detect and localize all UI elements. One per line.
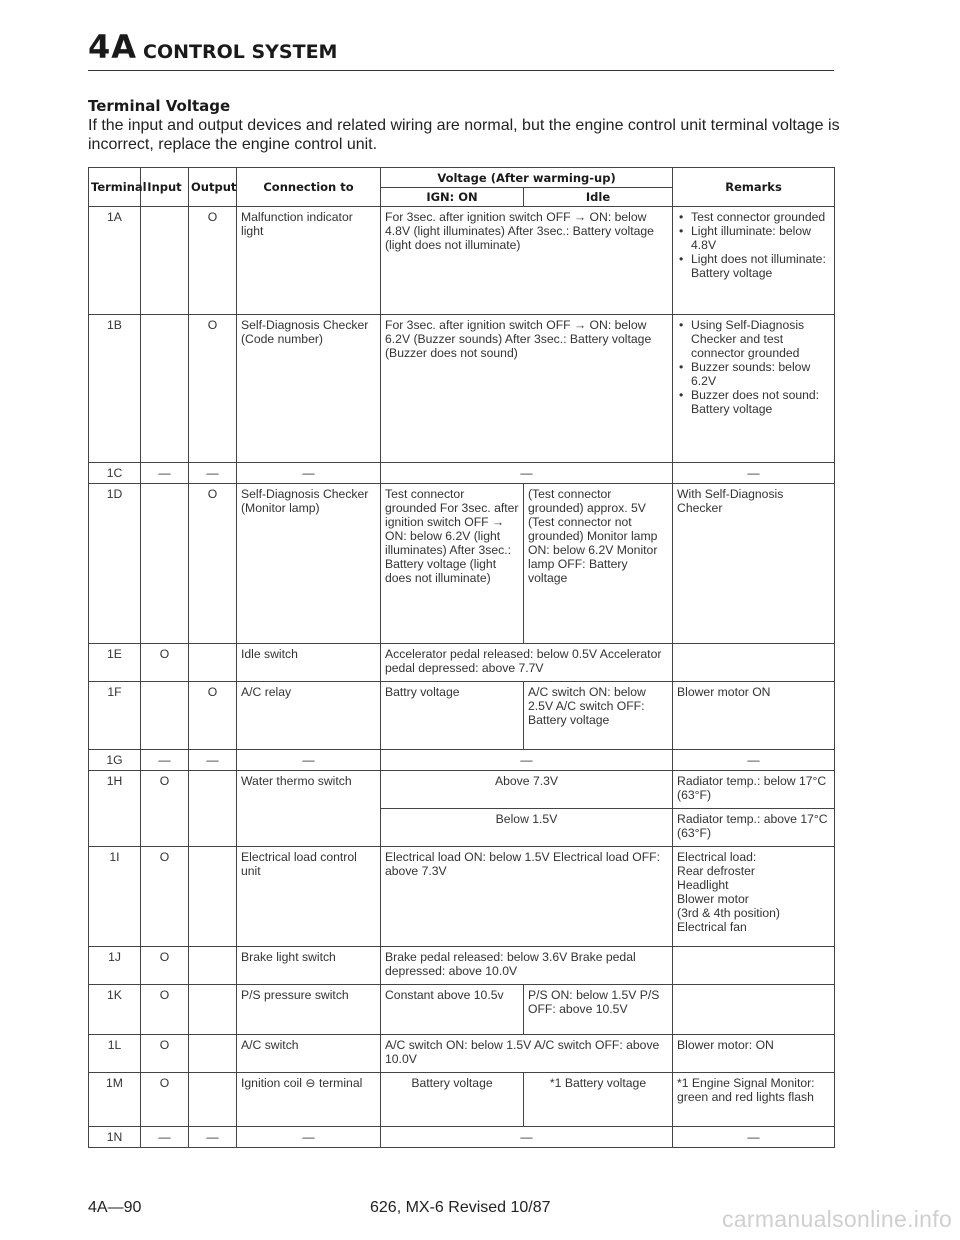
table-row [89,750,835,771]
input-cell: O [141,771,189,847]
idle-cell: A/C switch ON: below 2.5V A/C switch OFF: Battery voltage [524,682,673,750]
table-row [89,985,835,1035]
voltage-cell: Below 1.5V [381,809,673,847]
connection-cell: — [237,750,381,771]
input-cell: O [141,644,189,682]
remarks-cell [673,315,835,463]
table-row [89,847,835,947]
terminal-cell: 1E [89,644,141,682]
output-cell [189,1073,237,1127]
terminal-cell: 1N [89,1127,141,1148]
remarks-cell: — [673,463,835,484]
idle-cell: (Test connector grounded) approx. 5V (Test connector not grounded) Monitor lamp ON: below 6.2V Monitor lamp OFF: Battery voltage [524,484,673,644]
remark-line: Electrical load: [677,850,757,864]
table-row [89,682,835,750]
remark-line: Headlight [677,878,729,892]
model-revision: 626, MX-6 Revised 10/87 [370,1199,551,1216]
voltage-cell: — [381,463,673,484]
ign-on-cell: Battry voltage [381,682,524,750]
section-header-title: CONTROL SYSTEM [143,41,338,63]
terminal-cell: 1G [89,750,141,771]
voltage-cell: Brake pedal released: below 3.6V Brake pedal depressed: above 10.0V [381,947,673,985]
ign-on-cell: Battery voltage [381,1073,524,1127]
remark-item: • Test connector grounded [679,210,830,224]
output-cell [189,644,237,682]
remark-line: Blower motor [677,892,749,906]
table-row [89,463,835,484]
connection-cell: A/C relay [237,682,381,750]
table-row [89,1073,835,1127]
terminal-cell: 1A [89,207,141,315]
connection-cell: Electrical load control unit [237,847,381,947]
table-row [89,644,835,682]
output-cell [189,847,237,947]
header-terminal: Terminal [89,168,141,207]
idle-cell: *1 Battery voltage [524,1073,673,1127]
remarks-cell: Radiator temp.: above 17°C (63°F) [673,809,835,847]
header-connection: Connection to [237,168,381,207]
input-cell: O [141,1073,189,1127]
header-voltage: Voltage (After warming-up) [381,168,673,188]
connection-cell: P/S pressure switch [237,985,381,1035]
remark-item: • Buzzer does not sound: Battery voltage [679,388,830,416]
connection-cell: Brake light switch [237,947,381,985]
remark-line: (3rd & 4th position) [677,906,780,920]
terminal-cell: 1H [89,771,141,847]
header-divider [88,70,834,71]
terminal-cell: 1J [89,947,141,985]
header-remarks: Remarks [673,168,835,207]
terminal-cell: 1D [89,484,141,644]
connection-cell: Self-Diagnosis Checker (Code number) [237,315,381,463]
input-cell [141,315,189,463]
table-row [89,207,835,315]
ign-on-cell: Constant above 10.5v [381,985,524,1035]
remarks-cell [673,847,835,947]
intro-paragraph: If the input and output devices and related wiring are normal, but the engine control unit terminal voltage is incorrect, replace the engine control unit. [88,117,840,153]
output-cell [189,985,237,1035]
remarks-cell: Blower motor: ON [673,1035,835,1073]
input-cell: O [141,847,189,947]
remark-item: • Using Self-Diagnosis Checker and test connector grounded [679,318,830,360]
voltage-cell: For 3sec. after ignition switch OFF → ON: below 6.2V (Buzzer sounds) After 3sec.: Battery voltage (Buzzer does not sound) [381,315,673,463]
terminal-cell: 1I [89,847,141,947]
table-row [89,1127,835,1148]
input-cell [141,484,189,644]
remarks-cell [673,985,835,1035]
input-cell: — [141,750,189,771]
table-row [89,1035,835,1073]
table-row [89,484,835,644]
input-cell [141,682,189,750]
remarks-cell [673,947,835,985]
remarks-cell [673,207,835,315]
remark-item: • Buzzer sounds: below 6.2V [679,360,830,388]
remark-item: • Light illuminate: below 4.8V [679,224,830,252]
terminal-cell: 1C [89,463,141,484]
input-cell: O [141,985,189,1035]
remarks-cell [673,644,835,682]
remarks-cell: *1 Engine Signal Monitor: green and red lights flash [673,1073,835,1127]
voltage-cell: — [381,1127,673,1148]
page-header [88,28,337,66]
page-number: 4A—90 [88,1199,142,1216]
output-cell: O [189,682,237,750]
output-cell: — [189,750,237,771]
section-title: Terminal Voltage [88,97,231,115]
output-cell: O [189,484,237,644]
header-ign-on: IGN: ON [381,188,524,207]
output-cell [189,1035,237,1073]
remarks-cell: Radiator temp.: below 17°C (63°F) [673,771,835,809]
voltage-cell: Above 7.3V [381,771,673,809]
terminal-cell: 1F [89,682,141,750]
input-cell [141,207,189,315]
voltage-cell: — [381,750,673,771]
connection-cell: Ignition coil ⊖ terminal [237,1073,381,1127]
table-row [89,947,835,985]
connection-cell: Self-Diagnosis Checker (Monitor lamp) [237,484,381,644]
output-cell [189,771,237,847]
voltage-cell: A/C switch ON: below 1.5V A/C switch OFF: above 10.0V [381,1035,673,1073]
terminal-cell: 1K [89,985,141,1035]
connection-cell: — [237,463,381,484]
terminal-cell: 1L [89,1035,141,1073]
output-cell: O [189,315,237,463]
input-cell: — [141,463,189,484]
ign-on-cell: Test connector grounded For 3sec. after ignition switch OFF → ON: below 6.2V (light illuminates) After 3sec.: Battery voltage (light does not illuminate) [381,484,524,644]
input-cell: O [141,1035,189,1073]
remarks-cell: Blower motor ON [673,682,835,750]
remarks-cell: With Self-Diagnosis Checker [673,484,835,644]
output-cell [189,947,237,985]
voltage-cell: For 3sec. after ignition switch OFF → ON: below 4.8V (light illuminates) After 3sec.: Battery voltage (light does not illuminate) [381,207,673,315]
output-cell: — [189,1127,237,1148]
connection-cell: Malfunction indicator light [237,207,381,315]
output-cell: — [189,463,237,484]
table-row [89,771,835,809]
table-row [89,315,835,463]
connection-cell: Water thermo switch [237,771,381,847]
remark-item: • Light does not illuminate: Battery voltage [679,252,830,280]
watermark-text: carmanualsonline.info [722,1206,953,1232]
terminal-cell: 1B [89,315,141,463]
remarks-cell: — [673,750,835,771]
remark-line: Rear defroster [677,864,755,878]
connection-cell: — [237,1127,381,1148]
idle-cell: P/S ON: below 1.5V P/S OFF: above 10.5V [524,985,673,1035]
terminal-cell: 1M [89,1073,141,1127]
voltage-cell: Accelerator pedal released: below 0.5V Accelerator pedal depressed: above 7.7V [381,644,673,682]
input-cell: O [141,947,189,985]
output-cell: O [189,207,237,315]
connection-cell: A/C switch [237,1035,381,1073]
header-output: Output [189,168,237,207]
voltage-cell: Electrical load ON: below 1.5V Electrical load OFF: above 7.3V [381,847,673,947]
header-input: Input [141,168,189,207]
header-idle: Idle [524,188,673,207]
input-cell: — [141,1127,189,1148]
terminal-voltage-table [88,167,835,1148]
section-code: 4A [88,28,138,66]
remarks-cell: — [673,1127,835,1148]
connection-cell: Idle switch [237,644,381,682]
remark-line: Electrical fan [677,920,747,934]
